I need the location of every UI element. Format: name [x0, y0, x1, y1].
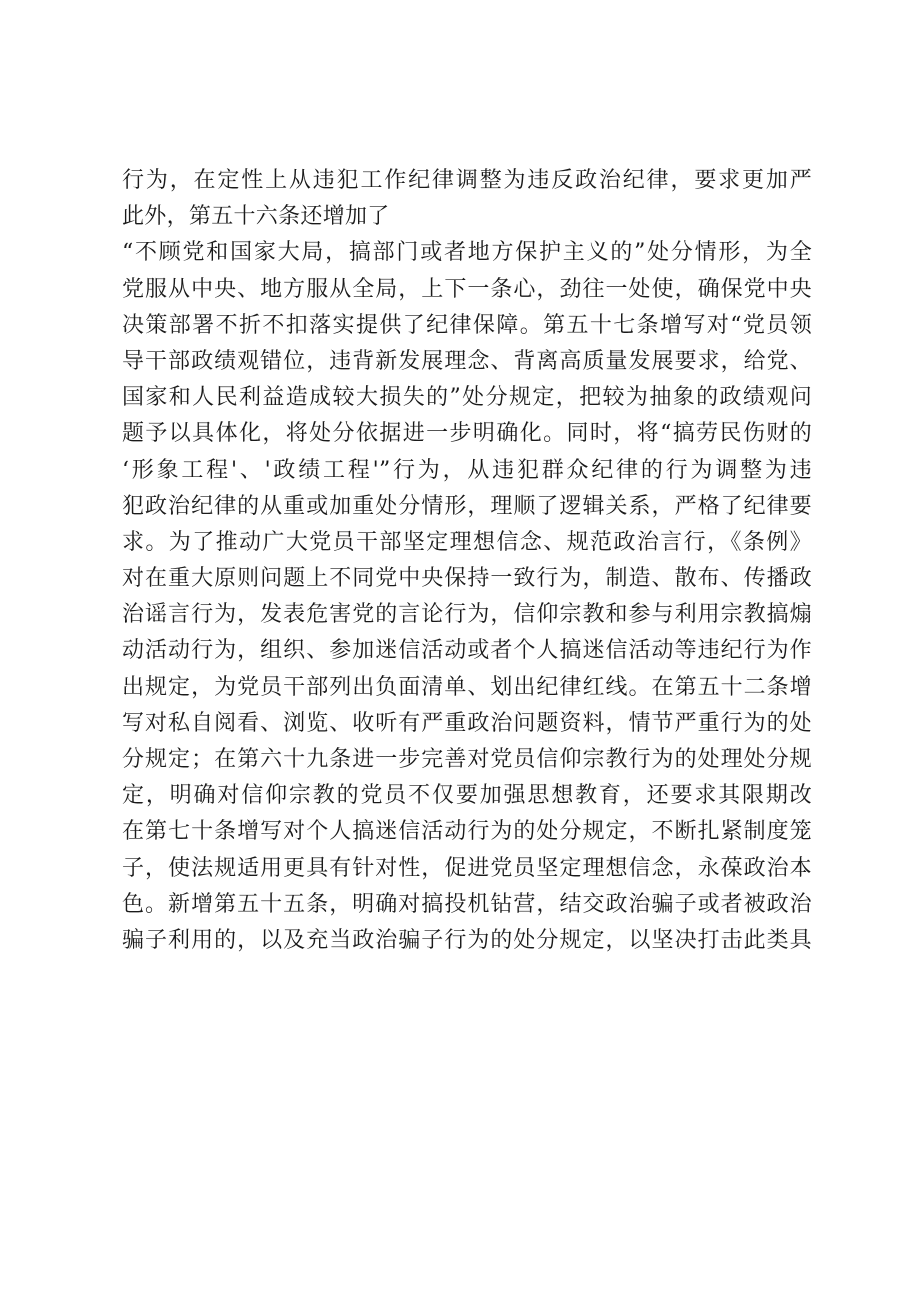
- text-line: 子，使法规适用更具有针对性，促进党员坚定理想信念，永葆政治本: [122, 855, 812, 881]
- text-line: 在第七十条增写对个人搞迷信活动行为的处分规定，不断扎紧制度笼: [122, 819, 812, 845]
- text-line: 动活动行为，组织、参加迷信活动或者个人搞迷信活动等违纪行为作: [122, 638, 812, 664]
- text-line: “不顾党和国家大局，搞部门或者地方保护主义的”处分情形，为全: [122, 240, 812, 266]
- text-line: 题予以具体化，将处分依据进一步明确化。同时，将“搞劳民伤财的: [122, 421, 812, 447]
- text-line: 对在重大原则问题上不同党中央保持一致行为，制造、散布、传播政: [122, 566, 812, 592]
- text-line: 写对私自阅看、浏览、收听有严重政治问题资料，情节严重行为的处: [122, 710, 812, 736]
- text-line: 骗子利用的，以及充当政治骗子行为的处分规定，以坚决打击此类具: [122, 927, 812, 953]
- text-line: 定，明确对信仰宗教的党员不仅要加强思想教育，还要求其限期改: [122, 783, 812, 809]
- text-line: 犯政治纪律的从重或加重处分情形，理顺了逻辑关系，严格了纪律要: [122, 493, 812, 519]
- text-line: 导干部政绩观错位，违背新发展理念、背离高质量发展要求，给党、: [122, 348, 812, 374]
- text-line: 色。新增第五十五条，明确对搞投机钻营，结交政治骗子或者被政治: [122, 891, 812, 917]
- text-line: 出规定，为党员干部列出负面清单、划出纪律红线。在第五十二条增: [122, 674, 812, 700]
- text-line: 此外，第五十六条还增加了: [122, 204, 390, 230]
- text-line: 行为，在定性上从违犯工作纪律调整为违反政治纪律，要求更加严: [122, 168, 812, 193]
- text-line: 决策部署不折不扣落实提供了纪律保障。第五十七条增写对“党员领: [122, 312, 812, 338]
- text-line: 求。为了推动广大党员干部坚定理想信念、规范政治言行，《条例》: [122, 529, 812, 555]
- text-line: ‘形象工程'、'政绩工程'”行为，从违犯群众纪律的行为调整为违: [122, 457, 812, 483]
- text-line: 党服从中央、地方服从全局，上下一条心，劲往一处使，确保党中央: [122, 276, 812, 302]
- text-line: 国家和人民利益造成较大损失的”处分规定，把较为抽象的政绩观问: [122, 385, 812, 411]
- text-line: 分规定；在第六十九条进一步完善对党员信仰宗教行为的处理处分规: [122, 747, 812, 772]
- text-line: 治谣言行为，发表危害党的言论行为，信仰宗教和参与利用宗教搞煽: [122, 602, 812, 628]
- body-text: [122, 163, 812, 959]
